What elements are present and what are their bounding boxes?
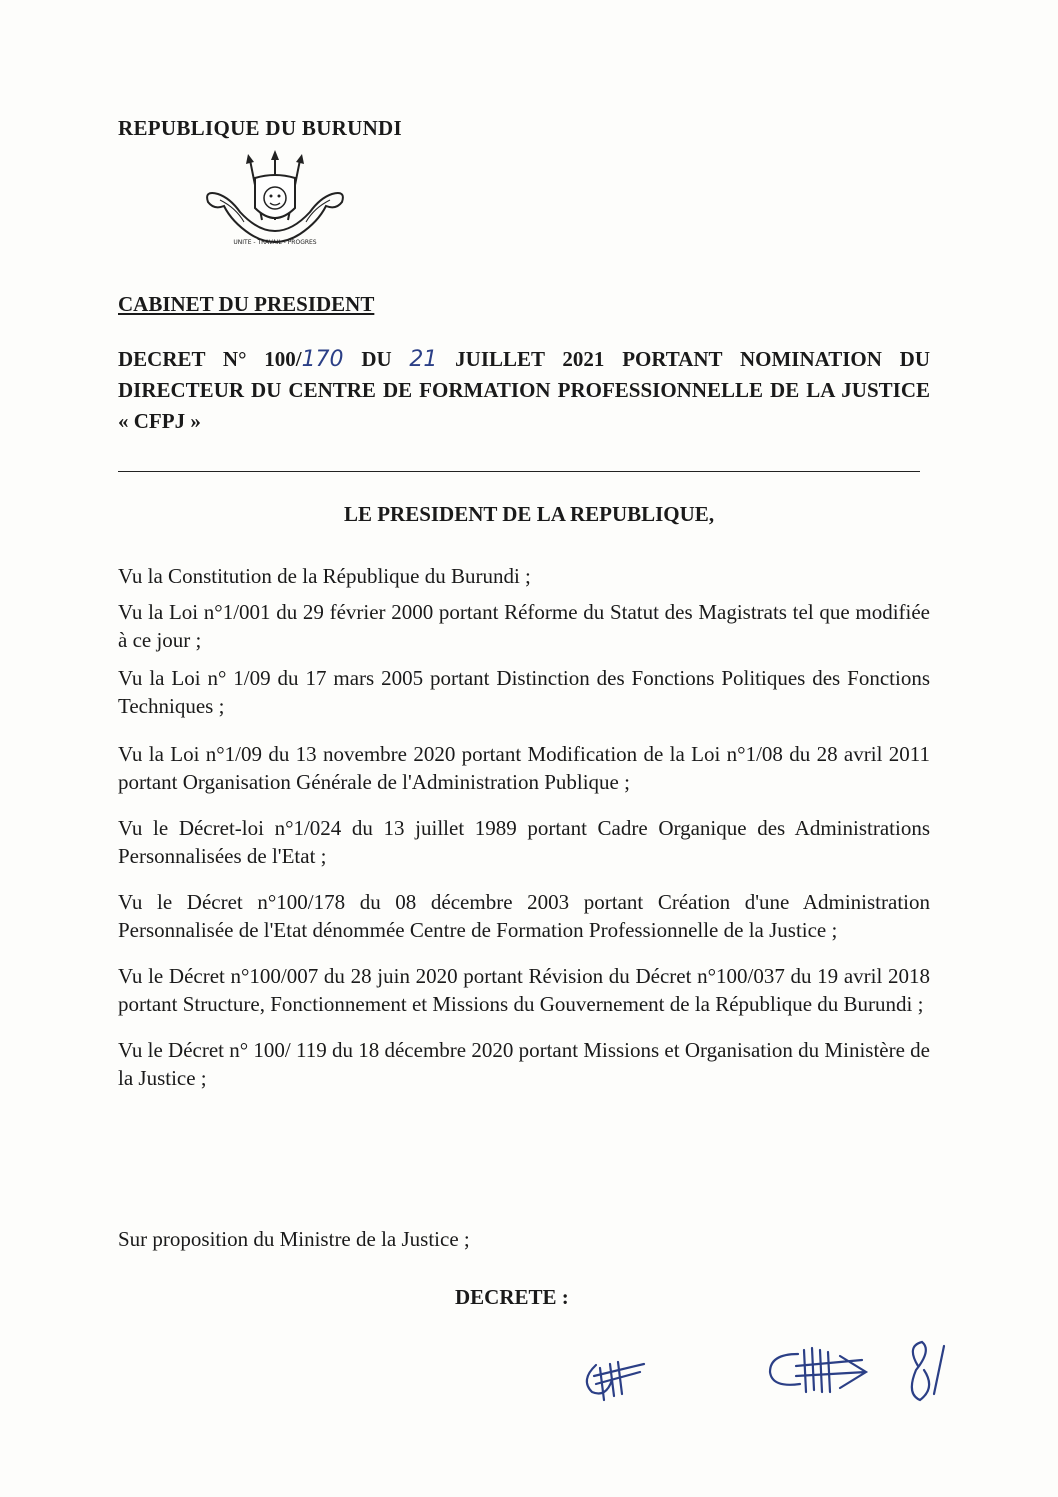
decree-title [118, 344, 930, 437]
visa-item: Vu le Décret n° 100/ 119 du 18 décembre 2020 portant Missions et Organisation du Ministère de la Justice ; [118, 1038, 930, 1090]
visa-item: Vu le Décret-loi n°1/024 du 13 juillet 1989 portant Cadre Organique des Administrations Personnalisées de l'Etat ; [118, 816, 930, 868]
decree-day-handwritten: 21 [409, 347, 438, 372]
visa-item: Vu la Loi n°1/001 du 29 février 2000 portant Réforme du Statut des Magistrats tel que modifiée à ce jour ; [118, 600, 930, 652]
decree-number-handwritten: 170 [301, 347, 344, 372]
visa-item: Vu la Loi n° 1/09 du 17 mars 2005 portant Distinction des Fonctions Politiques des Fonctions Techniques ; [118, 666, 930, 718]
decree-title-prefix: DECRET N° 100/ [118, 347, 302, 371]
republic-heading: REPUBLIQUE DU BURUNDI [118, 116, 402, 140]
initials-mark-1 [587, 1362, 644, 1400]
title-divider [118, 471, 920, 472]
visas-list [118, 562, 930, 1092]
decrete-heading: DECRETE : [455, 1285, 569, 1309]
decree-title-rest: JUILLET 2021 PORTANT NOMINATION DU DIRECTEUR DU CENTRE DE FORMATION PROFESSIONNELLE DE LA JUSTICE « CFPJ » [118, 347, 930, 433]
visa-item: Vu la Constitution de la République du Burundi ; [118, 564, 531, 588]
emblem-motto: UNITE - TRAVAIL - PROGRES [233, 239, 317, 246]
cabinet-heading: CABINET DU PRESIDENT [118, 292, 375, 316]
president-heading: LE PRESIDENT DE LA REPUBLIQUE, [343, 502, 715, 526]
initials-mark-2 [770, 1348, 866, 1392]
initials-mark-3 [912, 1342, 944, 1400]
visa-item: Vu le Décret n°100/178 du 08 décembre 2003 portant Création d'une Administration Personnalisée de l'Etat dénommée Centre de Formation Professionnelle de la Justice ; [118, 890, 930, 942]
visa-item: Vu le Décret n°100/007 du 28 juin 2020 portant Révision du Décret n°100/037 du 19 avril 2018 portant Structure, Fonctionnement et Missions du Gouvernement de la République du Burundi ; [118, 964, 930, 1016]
proposal-line: Sur proposition du Ministre de la Justice ; [118, 1227, 470, 1251]
burundi-coat-of-arms-emblem [200, 150, 350, 260]
visa-item: Vu la Loi n°1/09 du 13 novembre 2020 portant Modification de la Loi n°1/08 du 28 avril 2011 portant Organisation Générale de l'Administration Publique ; [118, 742, 930, 794]
decree-title-du: DU [343, 347, 410, 371]
